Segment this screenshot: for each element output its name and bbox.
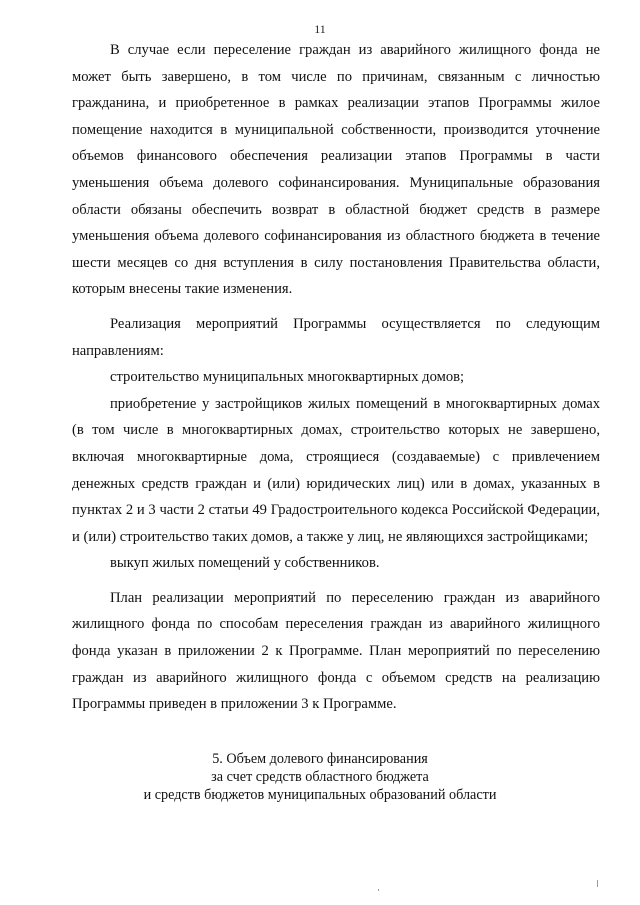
- paragraph-resettlement-incomplete: В случае если переселение граждан из аварийного жилищного фонда не может быть завершено, в том числе по причинам, связанным с личностью гражданина, и приобретенное в рамках реализации этапов Программы жилое помещение находится в муниципальной собственности, производится уточнение объемов финансового обеспечения реализации этапов Программы в части уменьшения объема долевого софинансирования. Муниципальные образования области обязаны обеспечить возврат в областной бюджет средств в размере уменьшения объема долевого софинансирования из областного бюджета в течение шести месяцев со дня вступления в силу постановления Правительства области, которым внесены такие изменения.: [72, 42, 600, 298]
- scan-artifact-mark: [597, 880, 598, 887]
- paragraph-direction-construction: строительство муниципальных многоквартирных домов;: [110, 369, 465, 386]
- scan-artifact-mark: [378, 889, 379, 891]
- paragraph-direction-buyout: выкуп жилых помещений у собственников.: [110, 555, 380, 572]
- paragraph-program-directions: Реализация мероприятий Программы осуществляется по следующим направлениям:: [72, 315, 600, 359]
- section-heading-line-1: 5. Объем долевого финансирования: [212, 751, 428, 767]
- paragraph-implementation-plan: План реализации мероприятий по переселению граждан из аварийного жилищного фонда по способам переселения граждан из аварийного жилищного фонда указан в приложении 2 к Программе. План мероприятий по переселению граждан из аварийного жилищного фонда с объемом средств на реализацию Программы приведен в приложении 3 к Программе.: [72, 589, 600, 713]
- section-heading: [0, 750, 640, 804]
- page-number: 11: [314, 22, 326, 36]
- section-heading-line-2: за счет средств областного бюджета: [211, 769, 429, 785]
- section-heading-line-3: и средств бюджетов муниципальных образований области: [143, 787, 497, 803]
- body-text: [72, 37, 600, 718]
- paragraph-direction-acquisition: приобретение у застройщиков жилых помещений в многоквартирных домах (в том числе в многоквартирных домах, строительство которых не завершено, включая многоквартирные дома, строящиеся (создаваемые) с привлечением денежных средств граждан и (или) юридических лиц) или в домах, указанных в пунктах 2 и 3 части 2 статьи 49 Градостроительного кодекса Российской Федерации, и (или) строительство таких домов, а также у лиц, не являющихся застройщиками;: [72, 395, 600, 545]
